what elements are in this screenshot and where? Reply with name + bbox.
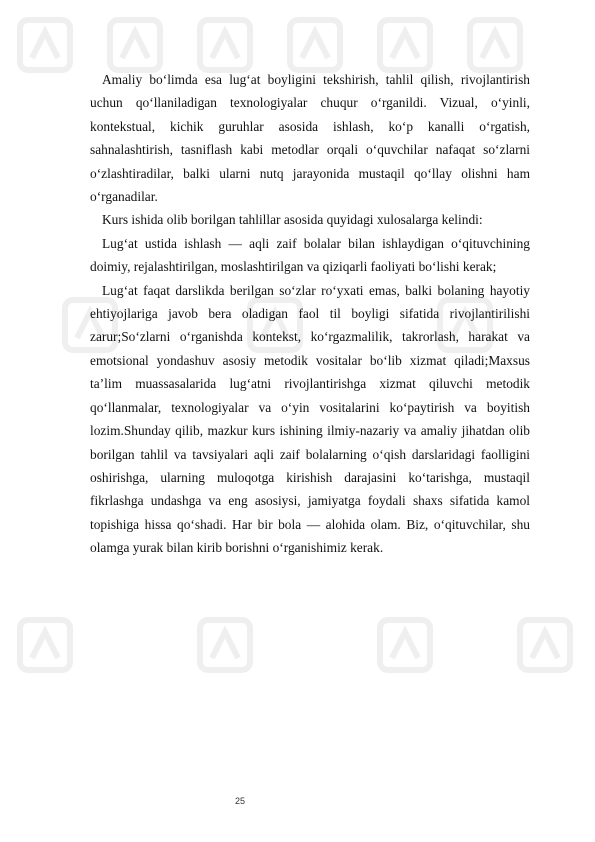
watermark-glyph bbox=[470, 20, 520, 70]
watermark-glyph bbox=[380, 20, 430, 70]
paragraph-conclusions-intro: Kurs ishida olib borilgan tahlillar asosida quyidagi xulosalarga kelindi: bbox=[102, 212, 483, 228]
watermark-glyph bbox=[20, 620, 70, 670]
watermark-glyph bbox=[290, 20, 340, 70]
paragraph-practical-section: Amaliy bo‘limda esa lug‘at boyligini tekshirish, tahlil qilish, rivojlantirish uchun qo‘llaniladigan texnologiyalar chuqur o‘rganildi. Vizual, o‘yinli, kontekstual, kichik guruhlar asosida ishlash, ko‘p kanalli o‘rgatish, sahnalashtirish, tasniflash kabi metodlar orqali o‘quvchilar nafaqat so‘zlarni o‘zlashtiradilar, balki ularni nutq jarayonida mustaqil qo‘llay olishni ham o‘rganadilar. bbox=[90, 72, 530, 205]
body-text bbox=[90, 68, 530, 560]
watermark-glyph bbox=[380, 620, 430, 670]
watermark-glyph bbox=[200, 620, 250, 670]
watermark-glyph bbox=[520, 620, 570, 670]
paragraph-conclusion-2: Lug‘at faqat darslikda berilgan so‘zlar ro‘yxati emas, balki bolaning hayotiy ehtiyojlariga javob bera oladigan faol til boyligi sifatida rivojlantirilishi zarur;So‘zlarni o‘rganishda kontekst, ko‘rgazmalilik, takrorlash, harakat va emotsional yondashuv asosiy metodik vositalar bo‘lib xizmat qiladi;Maxsus ta’lim muassasalarida lug‘atni rivojlantirishga xizmat qiluvchi metodik qo‘llanmalar, texnologiyalar va o‘yin vositalarini ko‘paytirish va boyitish lozim.Shunday qilib, mazkur kurs ishining ilmiy-nazariy va amaliy jihatdan olib borilgan tahlil va tavsiyalari aqli zaif bolalarning o‘qish darslaridagi faolligini oshirishga, ularning muloqotga kirishish darajasini ko‘tarishga, mustaqil fikrlashga undashga va eng asosiysi, jamiyatga foydali shaxs sifatida kamol topishiga hissa qo‘shadi. Har bir bola — alohida olam. Biz, o‘qituvchilar, shu olamga yurak bilan kirib borishni o‘rganishimiz kerak. bbox=[90, 282, 530, 556]
watermark-glyph bbox=[200, 20, 250, 70]
watermark-glyph bbox=[110, 20, 160, 70]
watermark-glyph bbox=[20, 20, 70, 70]
page-number: 25 bbox=[234, 796, 245, 806]
paragraph-conclusion-1: Lug‘at ustida ishlash — aqli zaif bolalar bilan ishlaydigan o‘qituvchining doimiy, rejalashtirilgan, moslashtirilgan va qiziqarli faoliyati bo‘lishi kerak; bbox=[90, 235, 530, 275]
